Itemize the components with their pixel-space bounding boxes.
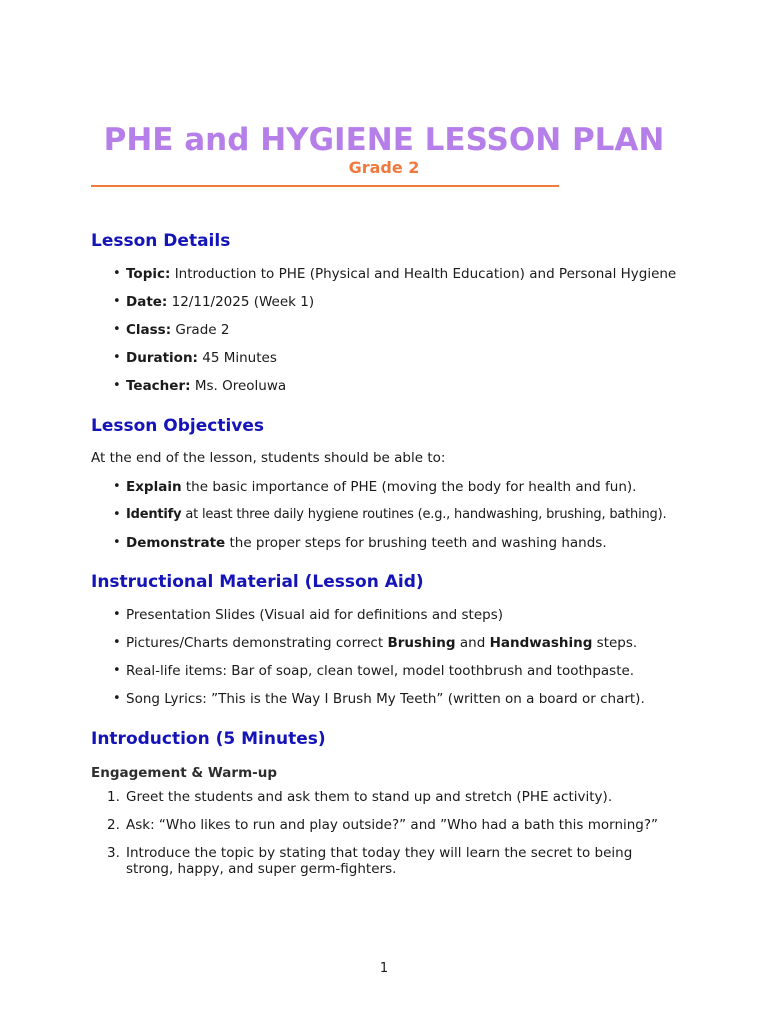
step-text: Ask: “Who likes to run and play outside?” and ”Who had a bath this morning?” bbox=[126, 817, 659, 833]
material-text-part: Pictures/Charts demonstrating correct bbox=[126, 635, 384, 651]
detail-value: Grade 2 bbox=[175, 322, 230, 338]
detail-value: 45 Minutes bbox=[202, 350, 277, 366]
bullet-icon: • bbox=[113, 294, 121, 309]
detail-label: Teacher: bbox=[126, 378, 191, 394]
bullet-icon: • bbox=[113, 266, 121, 281]
page-number: 1 bbox=[379, 961, 389, 976]
detail-value: Introduction to PHE (Physical and Health Education) and Personal Hygiene bbox=[174, 266, 677, 282]
bullet-icon: • bbox=[113, 322, 121, 337]
material-text-part: and bbox=[459, 635, 486, 651]
material-text: Real-life items: Bar of soap, clean towel, model toothbrush and toothpaste. bbox=[126, 663, 635, 679]
step-number: 1. bbox=[107, 789, 120, 805]
bullet-icon: • bbox=[113, 479, 121, 494]
bullet-icon: • bbox=[113, 607, 121, 622]
title-divider bbox=[91, 185, 559, 187]
document-title: PHE and HYGIENE LESSON PLAN bbox=[103, 122, 665, 158]
objective-text: the proper steps for brushing teeth and washing hands. bbox=[229, 535, 607, 551]
objective-text: at least three daily hygiene routines (e.g., handwashing, brushing, bathing). bbox=[185, 507, 667, 522]
material-text-part: steps. bbox=[596, 635, 638, 651]
lesson-details-heading: Lesson Details bbox=[91, 231, 231, 251]
objective-text: the basic importance of PHE (moving the body for health and fun). bbox=[185, 479, 637, 495]
detail-label: Class: bbox=[126, 322, 172, 338]
instructional-material-heading: Instructional Material (Lesson Aid) bbox=[91, 572, 424, 592]
document-subtitle: Grade 2 bbox=[348, 158, 420, 177]
detail-value: Ms. Oreoluwa bbox=[194, 378, 287, 394]
material-text: Song Lyrics: ”This is the Way I Brush My Teeth” (written on a board or chart). bbox=[126, 691, 645, 707]
step-text: Greet the students and ask them to stand up and stretch (PHE activity). bbox=[126, 789, 613, 805]
lesson-objectives-heading: Lesson Objectives bbox=[91, 416, 265, 436]
bullet-icon: • bbox=[113, 507, 121, 522]
material-emphasis: Brushing bbox=[387, 635, 456, 651]
introduction-heading: Introduction (5 Minutes) bbox=[91, 729, 326, 749]
bullet-icon: • bbox=[113, 663, 121, 678]
objective-verb: Explain bbox=[126, 479, 182, 495]
objective-verb: Demonstrate bbox=[126, 535, 226, 551]
bullet-icon: • bbox=[113, 635, 121, 650]
detail-label: Topic: bbox=[126, 266, 171, 282]
step-text: Introduce the topic by stating that today they will learn the secret to being strong, happy, and super germ-fighters. bbox=[126, 845, 633, 877]
step-number: 3. bbox=[107, 845, 120, 861]
bullet-icon: • bbox=[113, 378, 121, 393]
bullet-icon: • bbox=[113, 535, 121, 550]
engagement-subheading: Engagement & Warm-up bbox=[91, 765, 278, 781]
material-text: Presentation Slides (Visual aid for definitions and steps) bbox=[126, 607, 504, 623]
detail-value: 12/11/2025 (Week 1) bbox=[171, 294, 315, 310]
detail-label: Date: bbox=[126, 294, 168, 310]
bullet-icon: • bbox=[113, 691, 121, 706]
objectives-intro: At the end of the lesson, students should be able to: bbox=[91, 450, 446, 466]
detail-label: Duration: bbox=[126, 350, 198, 366]
bullet-icon: • bbox=[113, 350, 121, 365]
material-emphasis: Handwashing bbox=[489, 635, 593, 651]
step-number: 2. bbox=[107, 817, 120, 833]
objective-verb: Identify bbox=[126, 507, 182, 522]
material-text bbox=[126, 635, 686, 651]
